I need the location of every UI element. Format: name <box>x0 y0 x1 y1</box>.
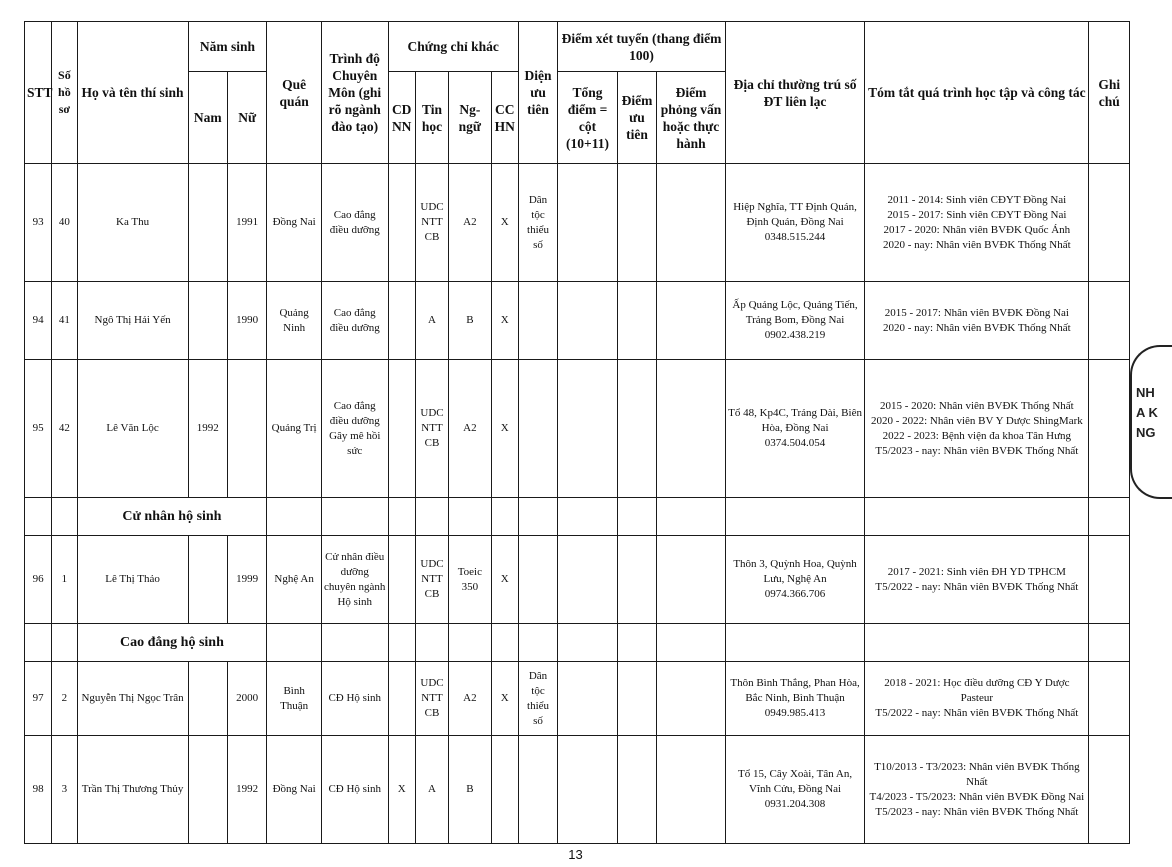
page-number: 13 <box>568 847 583 862</box>
table-row: 93 40 Ka Thu 1991 Đồng Nai Cao đẳng điều dưỡng UDC NTT CB A2 X Dân tộc thiểu số Hiệp Nghĩa, TT Định Quán, Định Quán, Đồng Nai 0348.515.244 2011 - 2014: Sinh viên CĐYT Đồng Nai 2015 - 2017: Sinh viên CĐYT Đồng Nai 2017 - 2020: Nhân viên BVĐK Quốc Ánh 2020 - nay: Nhân viên BVĐK Thống Nhất <box>25 164 1130 282</box>
section-row <box>25 624 1130 662</box>
header-cchn: CC HN <box>491 72 518 164</box>
header-ghi-chu: Ghi chú <box>1089 22 1130 164</box>
header-so-ho-so: Số hồ sơ <box>52 22 77 164</box>
header-diem-xet-tuyen: Điểm xét tuyển (thang điểm 100) <box>558 22 726 72</box>
table-row: 95 42 Lê Văn Lộc 1992 Quảng Trị Cao đẳng điều dưỡng Gây mê hồi sức UDC NTT CB A2 X Tổ 48, Kp4C, Trảng Dài, Biên Hòa, Đồng Nai 0374.504.054 2015 - 2020: Nhân viên BVĐK Thống Nhất 2020 - 2022: Nhân viên BV Y Dược ShingMark 2022 - 2023: Bệnh viện đa khoa Tân Hưng T5/2023 - nay: Nhân viên BVĐK Thống Nhất <box>25 360 1130 498</box>
section-row <box>25 498 1130 536</box>
header-cdnn: CD NN <box>388 72 415 164</box>
table-row: 96 1 Lê Thị Thảo 1999 Nghệ An Cử nhân điều dưỡng chuyên ngành Hộ sinh UDC NTT CB Toeic 350 X Thôn 3, Quỳnh Hoa, Quỳnh Lưu, Nghệ An 0974.366.706 2017 - 2021: Sinh viên ĐH YD TPHCM T5/2022 - nay: Nhân viên BVĐK Thống Nhất <box>25 536 1130 624</box>
header-nam-sinh: Năm sinh <box>188 22 267 72</box>
table-row: 94 41 Ngô Thị Hải Yến 1990 Quảng Ninh Cao đẳng điều dưỡng A B X Ấp Quảng Lộc, Quảng Tiến, Trảng Bom, Đồng Nai 0902.438.219 2015 - 2017: Nhân viên BVĐK Đồng Nai 2020 - nay: Nhân viên BVĐK Thống Nhất <box>25 282 1130 360</box>
section-title: Cao đẳng hộ sinh <box>77 624 267 662</box>
header-diem-phong-van: Điểm phỏng vấn hoặc thực hành <box>657 72 726 164</box>
section-title: Cử nhân hộ sinh <box>77 498 267 536</box>
header-dia-chi: Địa chỉ thường trú số ĐT liên lạc <box>725 22 864 164</box>
header-nam: Nam <box>188 72 227 164</box>
header-que-quan: Quê quán <box>267 22 322 164</box>
header-trinh-do: Trình độ Chuyên Môn (ghi rõ ngành đào tạo) <box>321 22 388 164</box>
header-nu: Nữ <box>227 72 266 164</box>
header-tom-tat: Tóm tắt quá trình học tập và công tác <box>865 22 1089 164</box>
header-ngoai-ngu: Ng-ngữ <box>449 72 491 164</box>
candidate-table <box>24 21 1130 844</box>
table-row: 98 3 Trần Thị Thương Thủy 1992 Đồng Nai CĐ Hộ sinh X A B Tổ 15, Cây Xoài, Tân An, Vĩnh Cửu, Đồng Nai 0931.204.308 T10/2013 - T3/2023: Nhân viên BVĐK Thống Nhất T4/2023 - T5/2023: Nhân viên BVĐK Đồng Nai T5/2023 - nay: Nhân viên BVĐK Thống Nhất <box>25 736 1130 844</box>
official-stamp-fragment: NH A K NG <box>1130 345 1172 499</box>
header-ho-ten: Họ và tên thí sinh <box>77 22 188 164</box>
header-dien-uu-tien: Diện ưu tiên <box>518 22 557 164</box>
header-chung-chi: Chứng chỉ khác <box>388 22 518 72</box>
header-tong-diem: Tổng điểm = cột (10+11) <box>558 72 618 164</box>
header-stt: STT <box>25 22 52 164</box>
header-tin-hoc: Tin học <box>415 72 448 164</box>
header-diem-uu-tien: Điểm ưu tiên <box>617 72 656 164</box>
table-row: 97 2 Nguyễn Thị Ngọc Trân 2000 Bình Thuận CĐ Hộ sinh UDC NTT CB A2 X Dân tộc thiểu số Thôn Bình Thắng, Phan Hòa, Bắc Ninh, Bình Thuận 0949.985.413 2018 - 2021: Học điều dưỡng CĐ Y Dược Pasteur T5/2022 - nay: Nhân viên BVĐK Thống Nhất <box>25 662 1130 736</box>
